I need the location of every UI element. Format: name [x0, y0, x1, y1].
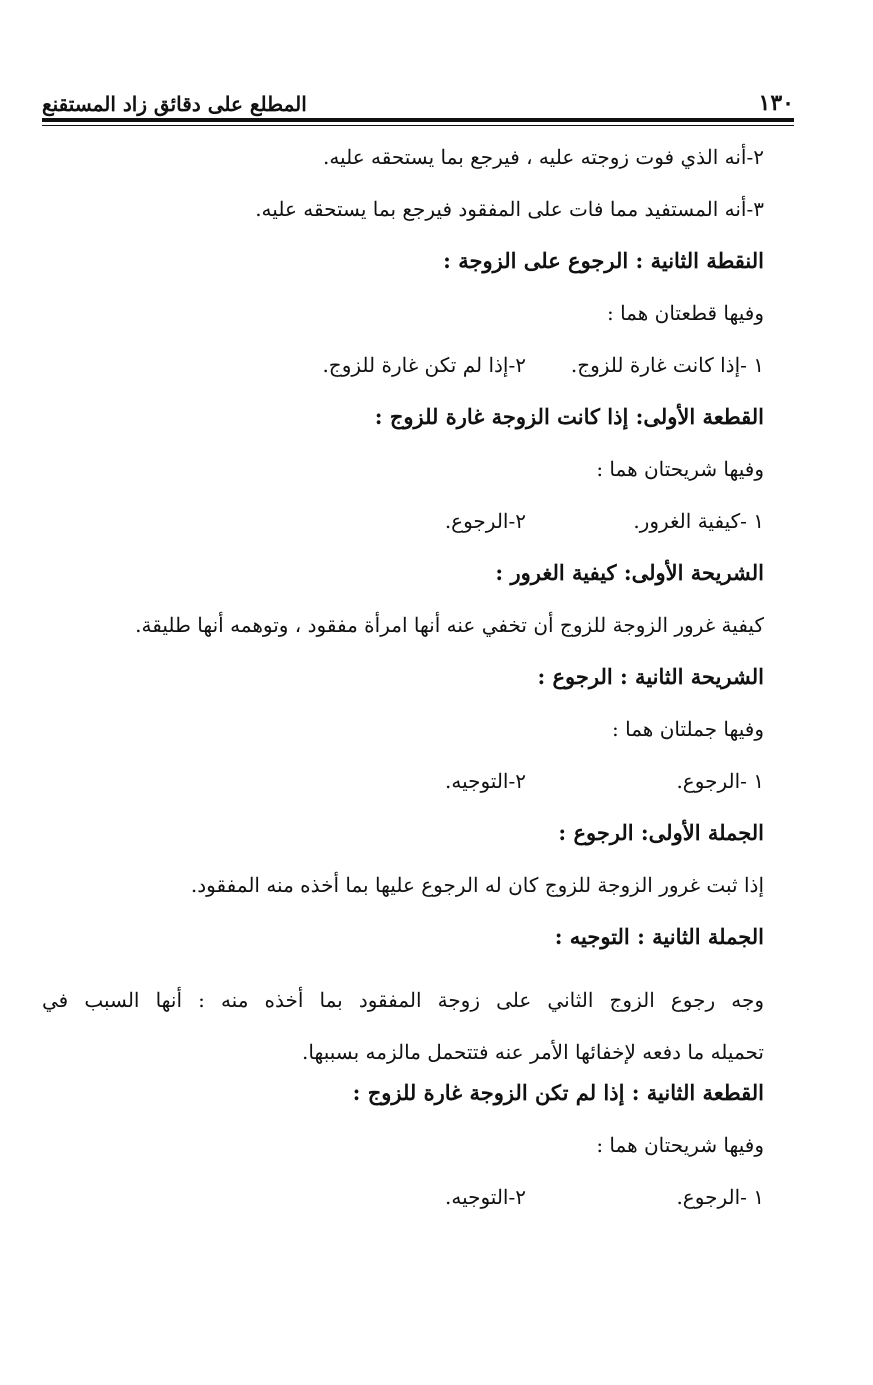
text-line: ٣-أنه المستفيد مما فات على المفقود فيرجع بما يستحقه عليه.	[255, 197, 764, 221]
list-item: ٢-التوجيه.	[444, 1185, 526, 1209]
book-title: المطلع على دقائق زاد المستقنع	[42, 92, 307, 116]
text-line: وفيها قطعتان هما :	[606, 301, 764, 325]
list-item: ٢-التوجيه.	[444, 769, 526, 793]
text-line: كيفية غرور الزوجة للزوج أن تخفي عنه أنها امرأة مفقود ، وتوهمه أنها طليقة.	[135, 613, 764, 637]
text-line: ٢-أنه الذي فوت زوجته عليه ، فيرجع بما يستحقه عليه.	[322, 145, 764, 169]
page-body	[42, 142, 764, 1234]
section-heading: النقطة الثانية : الرجوع على الزوجة :	[443, 248, 764, 273]
list-item: ١ -كيفية الغرور.	[633, 509, 764, 533]
text-line: وفيها جملتان هما :	[612, 717, 764, 741]
section-heading: الشريحة الأولى: كيفية الغرور :	[495, 560, 764, 585]
page-number: ١٣٠	[758, 90, 794, 116]
section-heading: الجملة الثانية : التوجيه :	[554, 924, 764, 949]
list-item: ١ -إذا كانت غارة للزوج.	[570, 353, 764, 377]
section-heading: الجملة الأولى: الرجوع :	[558, 820, 764, 845]
paragraph-line: وجه رجوع الزوج الثاني على زوجة المفقود بما أخذه منه : أنها السبب في	[42, 988, 764, 1012]
paragraph	[42, 974, 764, 1078]
enumerated-pair	[42, 506, 764, 558]
enumerated-pair	[42, 1182, 764, 1234]
list-item: ١ -الرجوع.	[676, 769, 764, 793]
running-header	[42, 82, 794, 116]
section-heading: القطعة الثانية : إذا لم تكن الزوجة غارة للزوج :	[352, 1080, 764, 1105]
text-line: وفيها شريحتان هما :	[596, 457, 764, 481]
list-item: ١ -الرجوع.	[676, 1185, 764, 1209]
section-heading: الشريحة الثانية : الرجوع :	[537, 664, 764, 689]
header-rule-thin	[42, 125, 794, 126]
list-item: ٢-إذا لم تكن غارة للزوج.	[322, 353, 526, 377]
enumerated-pair	[42, 350, 764, 402]
paragraph-line: تحميله ما دفعه لإخفائها الأمر عنه فتتحمل مالزمه بسببها.	[302, 1040, 764, 1064]
enumerated-pair	[42, 766, 764, 818]
text-line: وفيها شريحتان هما :	[596, 1133, 764, 1157]
header-rule-thick	[42, 118, 794, 122]
list-item: ٢-الرجوع.	[444, 509, 526, 533]
text-line: إذا ثبت غرور الزوجة للزوج كان له الرجوع عليها بما أخذه منه المفقود.	[190, 873, 764, 897]
section-heading: القطعة الأولى: إذا كانت الزوجة غارة للزوج :	[374, 404, 764, 429]
